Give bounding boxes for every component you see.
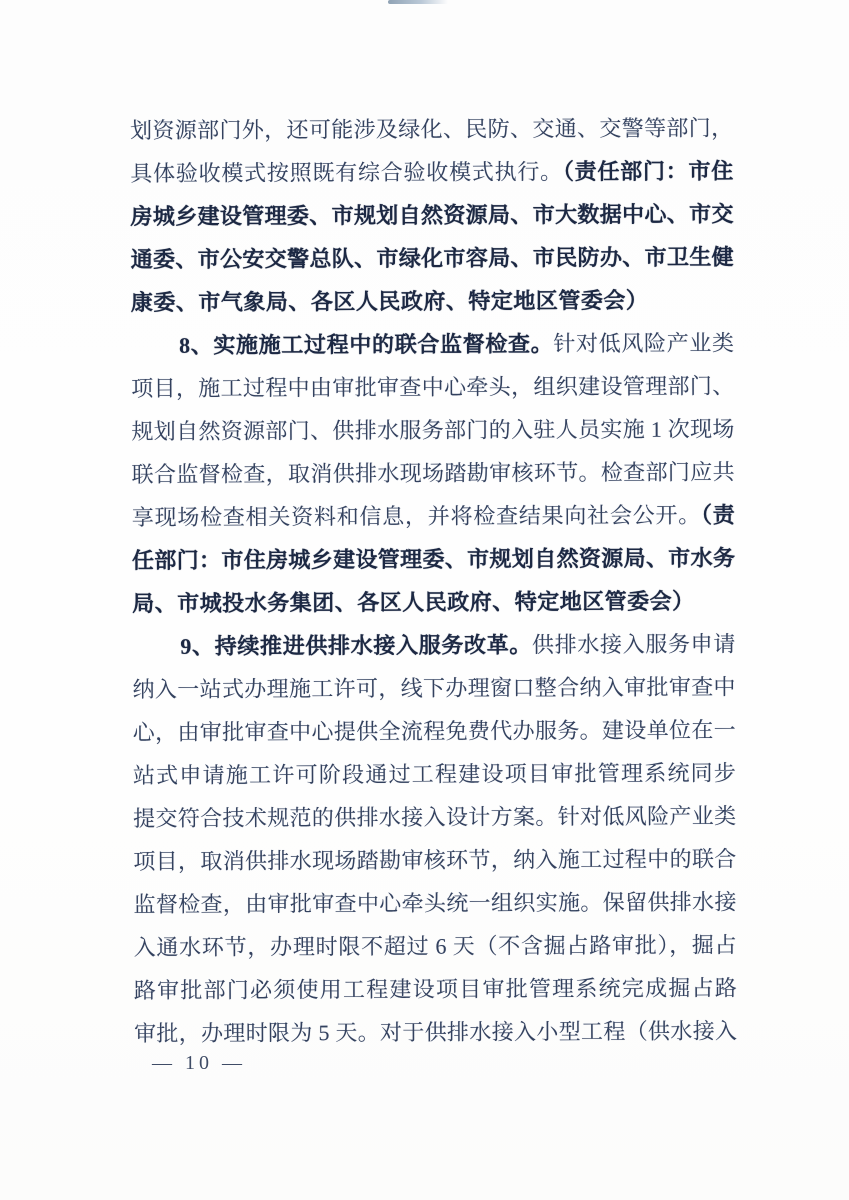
text-segment: 纳入一站式办理施工许可，线下办理窗口整合纳入审批审查中 [132,674,736,702]
text-line [133,880,736,926]
text-line [132,450,735,496]
text-line [132,665,735,711]
text-line [131,235,734,281]
text-line [133,751,736,797]
text-segment: 划资源部门外，还可能涉及绿化、民防、交通、交警等部门， [130,115,734,143]
text-line [133,708,736,754]
text-line [134,923,737,969]
text-segment: 入通水环节，办理时限不超过 6 天（不含掘占路审批），掘占 [133,932,737,960]
text-line [131,278,734,324]
text-segment: 享现场检查相关资料和信息，并将检查结果向社会公开。 [131,502,702,530]
text-line [130,149,733,195]
text-segment: 供排水接入服务申请 [531,631,736,658]
text-segment: 监督检查，由审批审查中心牵头统一组织实施。保留供排水接 [133,889,737,917]
bold-text-segment: （责任部门：市住 [562,158,734,185]
scan-artifact-streak [388,0,448,4]
paragraph-item8 [131,321,735,625]
text-segment: 针对低风险产业类 [553,330,735,357]
bold-text-segment: 房城乡建设管理委、市规划自然资源局、市大数据中心、市交 [130,201,734,229]
text-segment: 提交符合技术规范的供排水接入设计方案。针对低风险产业类 [133,803,737,831]
text-line [131,407,734,453]
page-number: — 10 — [152,1052,246,1074]
text-segment: 项目，施工过程中由审批审查中心牵头，组织建设管理部门、 [131,373,735,401]
text-segment: 具体验收模式按照既有综合验收模式执行。 [130,159,563,186]
paragraph-item9 [132,622,737,1055]
text-line [130,106,733,152]
text-line [132,579,735,625]
document-body [130,106,737,1055]
text-line [133,837,736,883]
text-line [130,192,733,238]
text-line [132,536,735,582]
text-line [131,364,734,410]
text-line [134,1009,737,1055]
text-segment: 路审批部门必须使用工程建设项目审批管理系统完成掘占路 [133,975,737,1003]
text-segment: 审批，办理时限为 5 天。对于供排水接入小型工程（供水接入 [133,1018,738,1046]
bold-text-segment: 9、持续推进供排水接入服务改革。 [180,632,533,659]
bold-text-segment: 康委、市气象局、各区人民政府、特定地区管委会） [130,287,649,315]
text-line [132,622,735,668]
text-segment: 站式申请施工许可阶段通过工程建设项目审批管理系统同步 [132,760,736,788]
text-segment: 联合监督检查，取消供排水现场踏勘审核环节。检查部门应共 [131,459,735,487]
bold-text-segment: 8、实施施工过程中的联合监督检查。 [178,331,554,358]
bold-text-segment: 通委、市公安交警总队、市绿化市容局、市民防办、市卫生健 [130,244,734,272]
text-segment: 规划自然资源部门、供排水服务部门的入驻人员实施 1 次现场 [131,416,735,444]
paragraph-item7-continuation [130,106,734,324]
text-line [131,321,734,367]
text-segment: 心，由审批审查中心提供全流程免费代办服务。建设单位在一 [132,717,736,745]
bold-text-segment: 任部门：市住房城乡建设管理委、市规划自然资源局、市水务 [131,545,736,573]
text-line [132,493,735,539]
bold-text-segment: 局、市城投水务集团、各区人民政府、特定地区管委会） [132,588,695,616]
text-line [133,794,736,840]
text-segment: 项目，取消供排水现场踏勘审核环节，纳入施工过程中的联合 [133,846,737,874]
bold-text-segment: （责 [700,502,735,528]
text-line [134,966,737,1012]
